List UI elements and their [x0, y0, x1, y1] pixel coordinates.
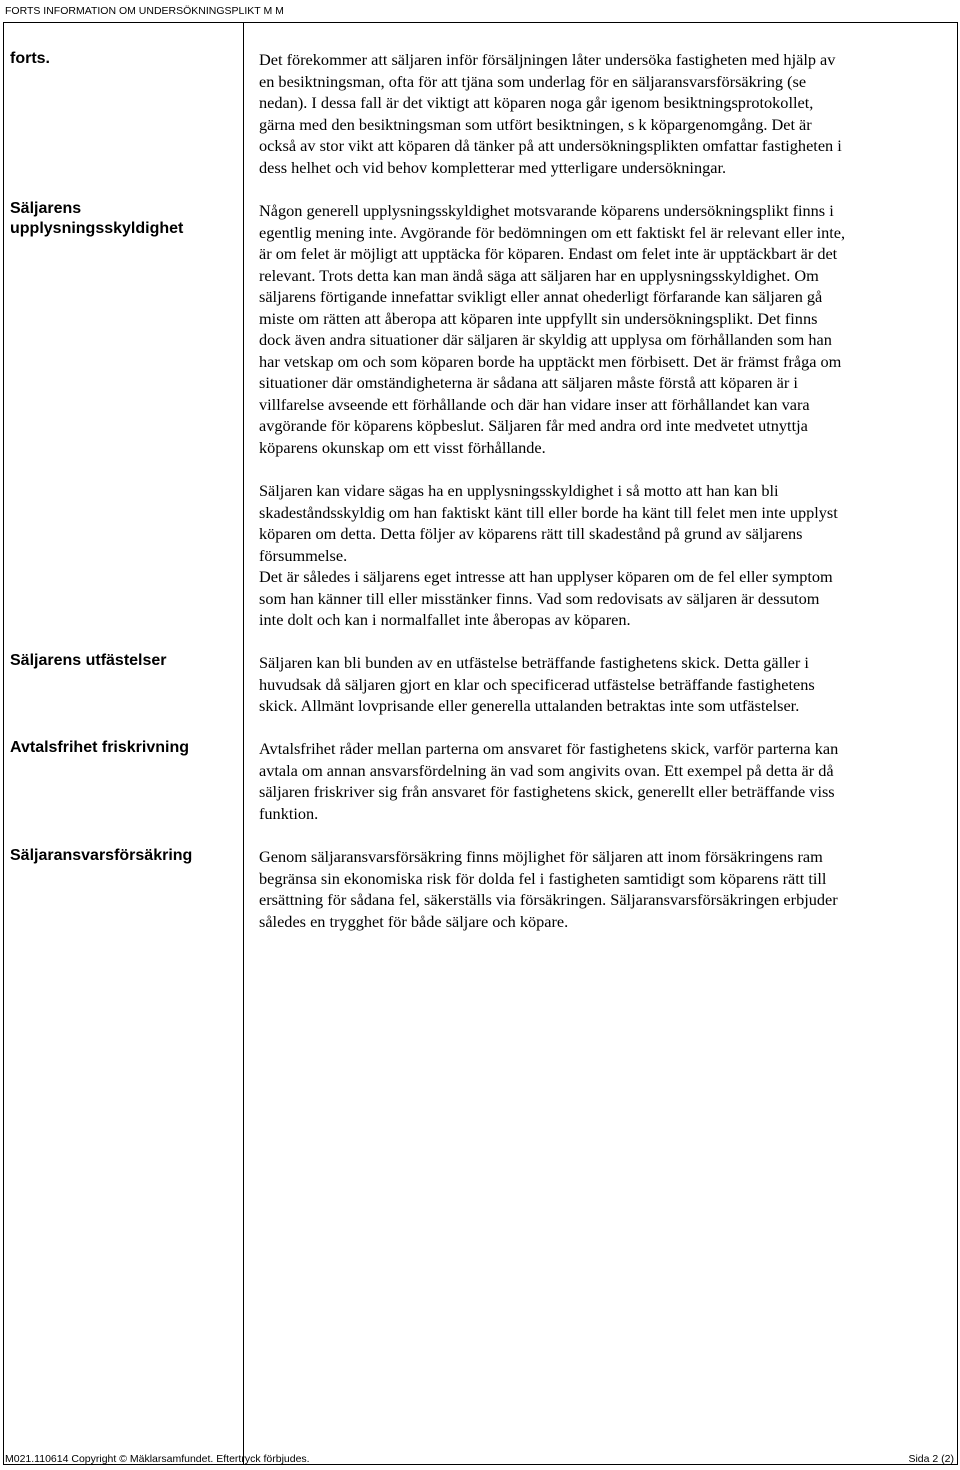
- copyright-text: M021.110614 Copyright © Mäklarsamfundet. Eftertryck förbjudes.: [5, 1453, 310, 1465]
- text-line: skick. Allmänt lovprisande eller generella uttalanden betraktas inte som utfästelser.: [259, 696, 800, 715]
- text-line: Det är således i säljarens eget intresse att han upplyser köparen om de fel eller symptom: [259, 567, 833, 586]
- text-line: villfarelse avseende ett förhållande och där han vidare inser att förhållandet kan vara: [259, 394, 810, 414]
- paragraph-forts: [259, 49, 951, 178]
- section-label-upplysningsskyldighet: [10, 199, 183, 239]
- text-line: Genom säljaransvarsförsäkring finns möjlighet för säljaren att inom försäkringens ram: [259, 847, 823, 866]
- text-line: huvudsak då säljaren gjort en klar och specificerad utfästelse beträffande fastighetens: [259, 674, 815, 694]
- text-line: Avtalsfrihet råder mellan parterna om ansvaret för fastighetens skick, varför parterna kan: [259, 739, 839, 758]
- text-line: avgörande för köparens köpbeslut. Säljaren får med andra ord inte medvetet utnyttja: [259, 416, 808, 435]
- section-label-utfastelser: Säljarens utfästelser: [10, 652, 167, 669]
- paragraph-avtalsfrihet: [259, 738, 951, 824]
- paragraph-upplysningsskyldighet-2: [259, 480, 951, 631]
- text-line: inte dolt och kan i normalfallet inte åberopas av köparen.: [259, 610, 631, 629]
- document-footer: [0, 1451, 960, 1469]
- text-line: relevant. Trots detta kan man ändå säga att säljaren har en upplysningsskyldighet. Om: [259, 265, 819, 285]
- text-line: avtala om annan ansvarsfördelning än vad som angivits ovan. Ett exempel på detta är då: [259, 760, 834, 780]
- section-label-avtalsfrihet: Avtalsfrihet friskrivning: [10, 739, 190, 756]
- text-line: ersättning för sådana fel, säkerställs via försäkringen. Säljaransvarsförsäkringen erbjuder: [259, 890, 838, 909]
- document-header: FORTS INFORMATION OM UNDERSÖKNINGSPLIKT M M: [5, 5, 284, 17]
- text-line: säljaren friskriver sig från ansvaret för fastighetens skick, generellt eller beträffande viss: [259, 782, 835, 801]
- text-line: situationer där omständigheterna är sådana att säljaren måste förstå att köparen är i: [259, 373, 798, 392]
- label-line: upplysningsskyldighet: [10, 220, 184, 237]
- text-line: egentlig mening inte. Avgörande för bedömningen om ett faktiskt fel är relevant eller inte,: [259, 222, 846, 242]
- label-line: Säljarens: [10, 200, 82, 217]
- page-number: Sida 2 (2): [908, 1453, 954, 1465]
- section-label-forts: forts.: [10, 50, 50, 67]
- text-line: miste om rätten att åberopa att köparen inte uppfyllt sin undersökningsplikt. Det finns: [259, 308, 818, 328]
- text-line: Det förekommer att säljaren inför försäljningen låter undersöka fastigheten med hjälp av: [259, 50, 836, 69]
- text-line: är om felet är möjligt att upptäcka för köparen. Endast om felet inte är upptäckbart är det: [259, 244, 838, 263]
- paragraph-utfastelser: [259, 652, 951, 717]
- paragraph-upplysningsskyldighet-1: [259, 200, 951, 458]
- text-line: funktion.: [259, 803, 319, 823]
- paragraph-forsakring: [259, 846, 951, 932]
- text-line: skadeståndsskyldig om han faktiskt känt till eller borde ha känt till felet men inte upplyst: [259, 502, 838, 522]
- text-line: också av stor vikt att köparen då tänker på att undersökningsplikten omfattar fastigheten i: [259, 136, 842, 155]
- text-line: har vetskap om och som köparen borde ha upptäckt men förbisett. Det är främst fråga om: [259, 351, 842, 371]
- text-line: säljarens förtigande innefattar svikligt eller annat ohederligt förfarande kan säljaren gå: [259, 287, 823, 306]
- text-line: försummelse.: [259, 545, 348, 565]
- text-line: köparen om detta. Detta följer av köparens rätt till skadestånd på grund av säljarens: [259, 524, 803, 543]
- text-line: Någon generell upplysningsskyldighet motsvarande köparens undersökningsplikt finns i: [259, 201, 834, 220]
- text-line: dock även andra situationer där säljaren är skyldig att upplysa om förhållanden som han: [259, 330, 832, 349]
- text-line: köparens okunskap om ett visst förhållande.: [259, 437, 546, 457]
- text-line: Säljaren kan bli bunden av en utfästelse beträffande fastighetens skick. Detta gäller i: [259, 653, 809, 672]
- text-line: som han känner till eller misstänker finns. Vad som redovisats av säljaren är dessutom: [259, 588, 820, 608]
- text-line: Säljaren kan vidare sägas ha en upplysningsskyldighet i så motto att han kan bli: [259, 481, 779, 500]
- text-line: nedan). I dessa fall är det viktigt att köparen noga går igenom besiktningsprotokollet,: [259, 93, 814, 112]
- text-line: dess helhet och vid behov kompletterar med ytterligare undersökningar.: [259, 157, 727, 177]
- text-line: en besiktningsman, ofta för att tjäna som underlag för en säljaransvarsförsäkring (se: [259, 71, 807, 91]
- section-label-forsakring: Säljaransvarsförsäkring: [10, 847, 193, 864]
- text-line: begränsa sin ekonomiska risk för dolda fel i fastigheten samtidigt som köparens rätt till: [259, 868, 827, 888]
- text-line: gärna med den besiktningsman som utfört besiktningen, s k köpargenomgång. Det är: [259, 114, 812, 134]
- text-line: således en trygghet för både säljare och köpare.: [259, 911, 569, 931]
- column-divider: [243, 22, 244, 1465]
